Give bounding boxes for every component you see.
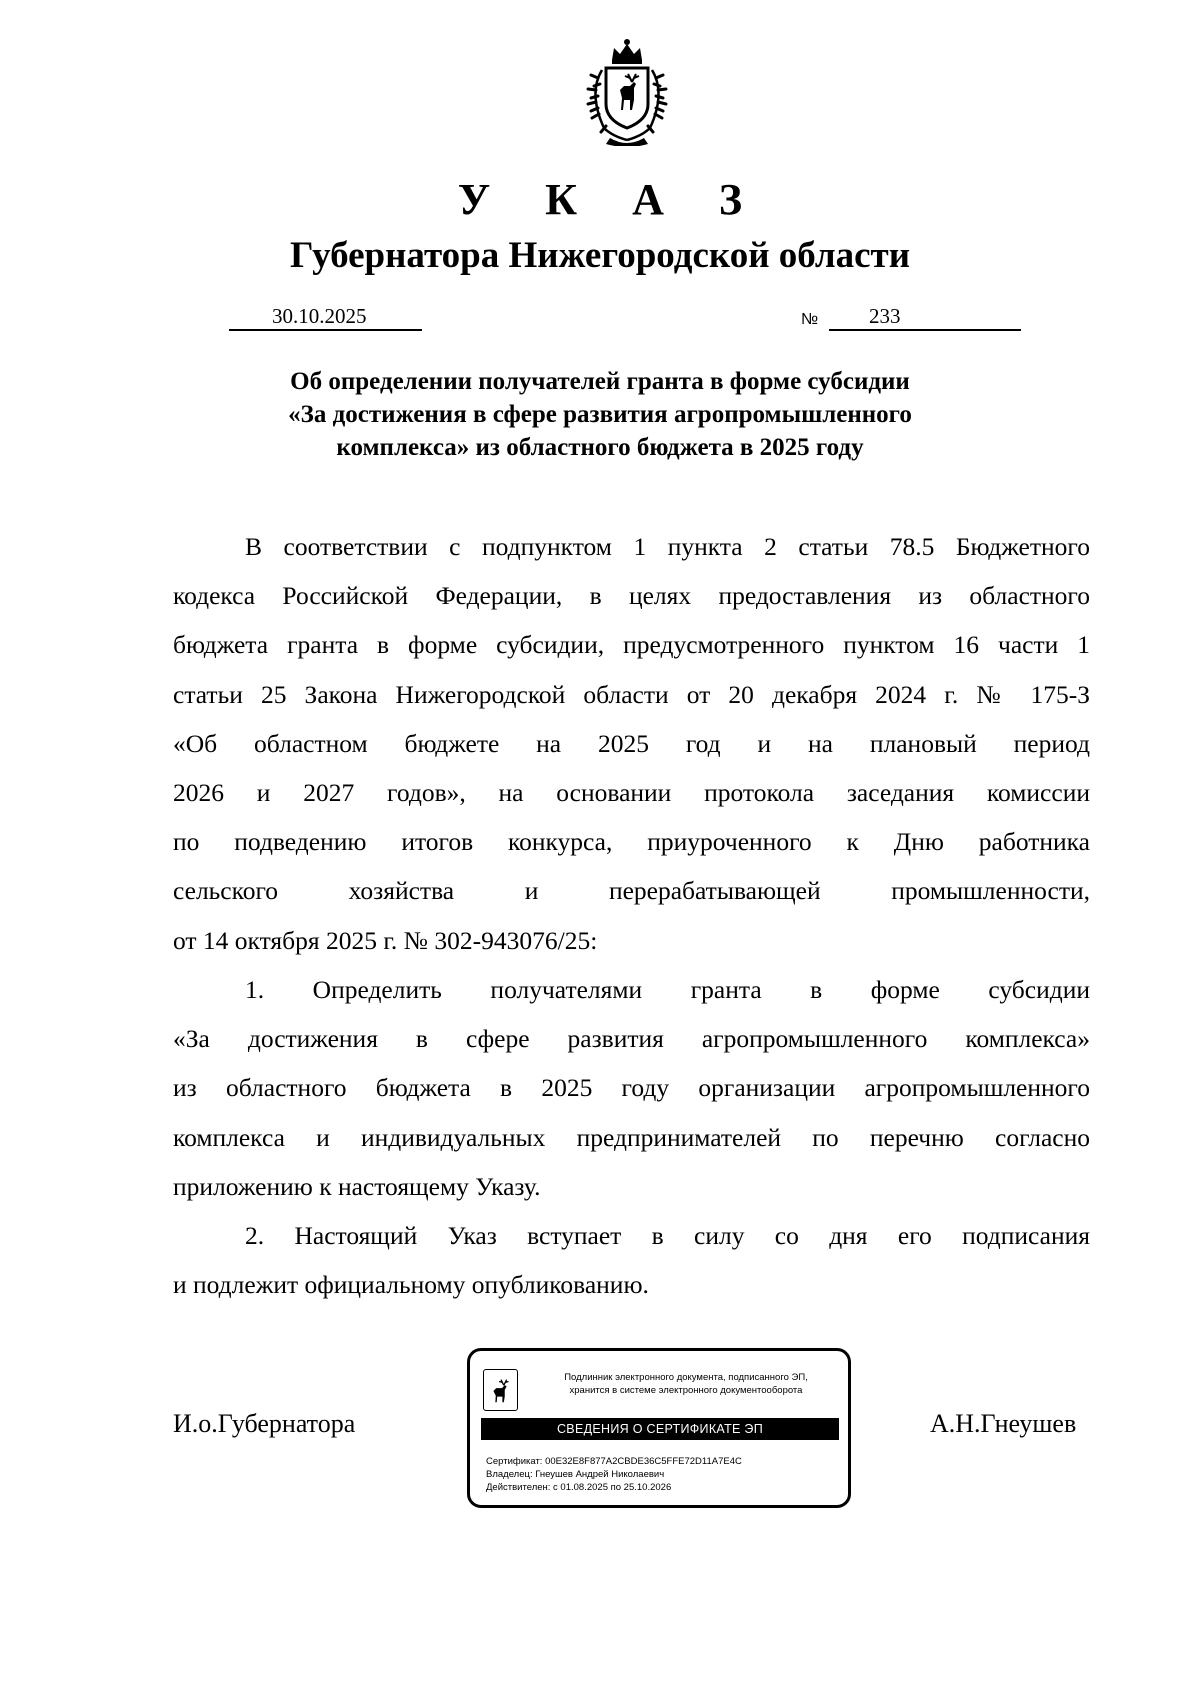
- stamp-validity: Действителен: с 01.08.2025 по 25.10.2026: [486, 1482, 672, 1493]
- item-1-line: комплекса и индивидуальных предпринимателей по перечню согласно: [173, 1122, 1090, 1152]
- document-date-field: [229, 303, 422, 331]
- item-2-paragraph: [173, 1211, 1090, 1309]
- preamble-paragraph: [173, 522, 1090, 965]
- stamp-note-line: хранится в системе электронного документооборота: [569, 1385, 803, 1396]
- preamble-line: В соответствии с подпунктом 1 пункта 2 статьи 78.5 Бюджетного: [245, 532, 1090, 561]
- document-number-label: №: [801, 311, 819, 328]
- item-2-line: 2. Настоящий Указ вступает в силу со дня его подписания: [245, 1221, 1090, 1250]
- preamble-line: 2026 и 2027 годов», на основании протокола заседания комиссии: [173, 777, 1090, 807]
- stamp-certificate-id: Сертификат: 00E32E8F877A2CBDE36C5FFE72D11A7E4C: [486, 1456, 742, 1467]
- item-1-line: приложению к настоящему Указу.: [173, 1171, 541, 1201]
- signatory-name: А.Н.Гнеушев: [930, 1409, 1077, 1438]
- document-date: 30.10.2025: [272, 304, 367, 328]
- heading-line: «За достижения в сфере развития агропромышленного: [288, 401, 912, 428]
- item-1-line: 1. Определить получателями гранта в форме субсидии: [245, 975, 1090, 1004]
- heading-line: Об определении получателей гранта в форме субсидии: [290, 368, 910, 395]
- preamble-line: сельского хозяйства и перерабатывающей промышленности,: [173, 876, 1090, 906]
- item-2-line: и подлежит официальному опубликованию.: [173, 1270, 649, 1300]
- deer-emblem-icon: [483, 1369, 518, 1411]
- preamble-line: «Об областном бюджете на 2025 год и на плановый период: [173, 728, 1090, 758]
- document-heading: [200, 365, 1000, 464]
- heading-line: комплекса» из областного бюджета в 2025 году: [336, 434, 864, 461]
- item-1-line: «За достижения в сфере развития агропромышленного комплекса»: [173, 1024, 1090, 1054]
- preamble-line: статьи 25 Закона Нижегородской области от 20 декабря 2024 г. № 175-З: [173, 679, 1090, 709]
- coat-of-arms-icon: [568, 38, 686, 146]
- stamp-note-line: Подлинник электронного документа, подписанного ЭП,: [564, 1372, 808, 1383]
- document-number: 233: [869, 304, 901, 328]
- electronic-signature-stamp: [467, 1348, 851, 1508]
- preamble-line: по подведению итогов конкурса, приуроченного к Дню работника: [173, 827, 1090, 857]
- preamble-line: бюджета гранта в форме субсидии, предусмотренного пунктом 16 части 1: [173, 630, 1090, 660]
- stamp-owner: Владелец: Гнеушев Андрей Николаевич: [486, 1469, 665, 1480]
- item-1-line: из областного бюджета в 2025 году организации агропромышленного: [173, 1073, 1090, 1103]
- stamp-note: [532, 1371, 840, 1397]
- signatory-position: И.о.Губернатора: [173, 1409, 356, 1438]
- document-title: У К А З: [457, 175, 765, 224]
- stamp-certificate-bar: СВЕДЕНИЯ О СЕРТИФИКАТЕ ЭП: [481, 1418, 839, 1440]
- document-subtitle: Губернатора Нижегородской области: [289, 235, 911, 276]
- preamble-line: от 14 октября 2025 г. № 302-943076/25:: [173, 925, 598, 955]
- item-1-paragraph: [173, 965, 1090, 1211]
- document-number-field: [829, 303, 1021, 331]
- preamble-line: кодекса Российской Федерации, в целях предоставления из областного: [173, 581, 1090, 611]
- stamp-certificate-info: [486, 1455, 742, 1494]
